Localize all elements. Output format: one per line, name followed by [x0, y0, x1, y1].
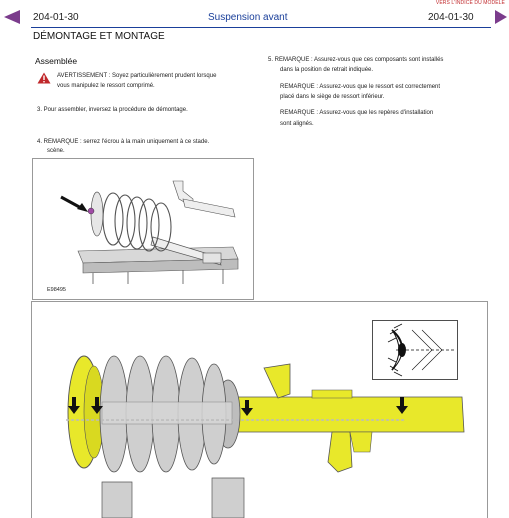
- subheading: Assemblée: [35, 56, 78, 66]
- warning-triangle-icon: [37, 72, 51, 84]
- section-number-left: 204-01-30: [33, 12, 79, 23]
- step-5-line2: dans la position de retrait indiquée.: [280, 67, 374, 73]
- note-a-line2: placé dans le siège de ressort inférieur.: [280, 94, 385, 100]
- step-4-line2: scène.: [47, 148, 65, 154]
- header-rule: [31, 27, 491, 28]
- nav-next-icon[interactable]: [493, 9, 509, 25]
- model-index-link[interactable]: VERS L'INDICE DU MODELE: [435, 0, 505, 6]
- page-heading: DÉMONTAGE ET MONTAGE: [33, 31, 165, 42]
- strut-fixture-illustration: [33, 159, 253, 284]
- section-title: Suspension avant: [208, 12, 288, 23]
- nav-prev-icon[interactable]: [2, 9, 22, 25]
- step-3: 3. Pour assembler, inversez la procédure de démontage.: [37, 107, 188, 113]
- eye-icon: [372, 320, 458, 380]
- note-a-line1: REMARQUE : Assurez-vous que le ressort est correctement: [280, 84, 441, 90]
- figure-strut-fixture: [32, 158, 254, 300]
- note-b-line2: sont alignés.: [280, 121, 314, 127]
- figure-code: E98495: [47, 287, 66, 293]
- step-5-line1: 5. REMARQUE : Assurez-vous que ces composants sont installés: [268, 57, 444, 63]
- section-number-right: 204-01-30: [428, 12, 474, 23]
- note-b-line1: REMARQUE : Assurez-vous que les repères d'installation: [280, 110, 434, 116]
- figure-strut-alignment: [31, 301, 488, 518]
- step-4-line1: 4. REMARQUE : serrez l'écrou à la main uniquement à ce stade.: [37, 139, 210, 145]
- warning-text: AVERTISSEMENT : Soyez particulièrement prudent lorsque vous manipulez le ressort comprimé.: [57, 73, 217, 89]
